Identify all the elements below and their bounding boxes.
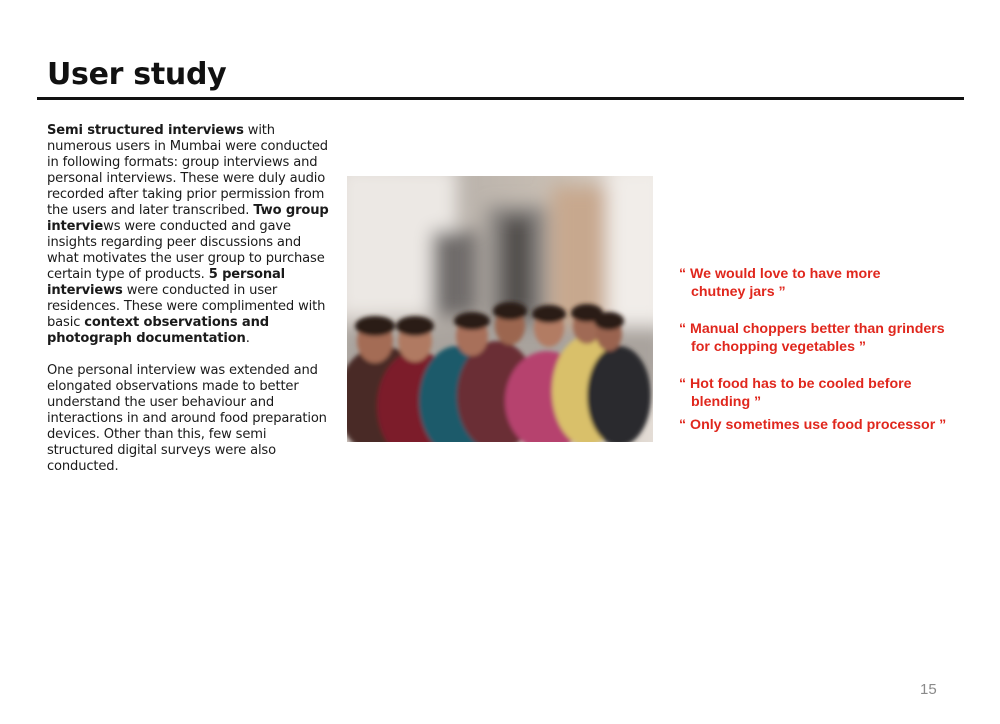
text-span: with numerous users in Mumbai were conducted in following formats: group interviews and personal interviews. These were duly audio recorded after taking prior permission from the users and later transcribed. xyxy=(47,123,328,218)
quote-line: “ Hot food has to be cooled before xyxy=(679,376,912,392)
quote-line: for chopping vegetables ” xyxy=(691,339,867,355)
title-divider xyxy=(37,97,964,100)
text-span: were conducted in user residences. These were complimented with basic xyxy=(47,283,326,330)
quote-line: chutney jars ” xyxy=(691,284,786,300)
quote-item xyxy=(679,320,979,356)
quote-item xyxy=(679,265,979,301)
quote-line: “ We would love to have more xyxy=(679,266,881,282)
group-photo xyxy=(347,176,653,442)
paragraph-1 xyxy=(47,123,332,347)
text-span: . xyxy=(245,331,250,346)
body-text xyxy=(47,123,332,491)
text-span: s were conducted and gave insights regarding peer discussions and what motivates the user group to purchase certain type of products. xyxy=(47,219,325,282)
paragraph-2: One personal interview was extended and elongated observations made to better understand the user behaviour and interactions in and around food preparation devices. Other than this, few semi structured digital surveys were also conducted. xyxy=(47,363,327,474)
page-title: User study xyxy=(47,57,227,92)
bold-phrase: context observations and photograph documentation xyxy=(47,315,269,346)
quote-line: blending ” xyxy=(691,394,762,410)
group-photo-illustration xyxy=(347,176,653,442)
quote-item xyxy=(679,416,979,434)
bold-phrase: 5 personal interviews xyxy=(47,267,286,298)
quote-line: “ Only sometimes use food processor ” xyxy=(679,417,947,433)
quote-item xyxy=(679,375,979,411)
text-span: w xyxy=(103,219,114,234)
bold-phrase: Two group intervie xyxy=(47,203,329,234)
page-number: 15 xyxy=(920,681,937,698)
quotes-list xyxy=(679,265,979,434)
bold-phrase: Semi structured interviews xyxy=(47,123,244,138)
quote-line: “ Manual choppers better than grinders xyxy=(679,321,945,337)
